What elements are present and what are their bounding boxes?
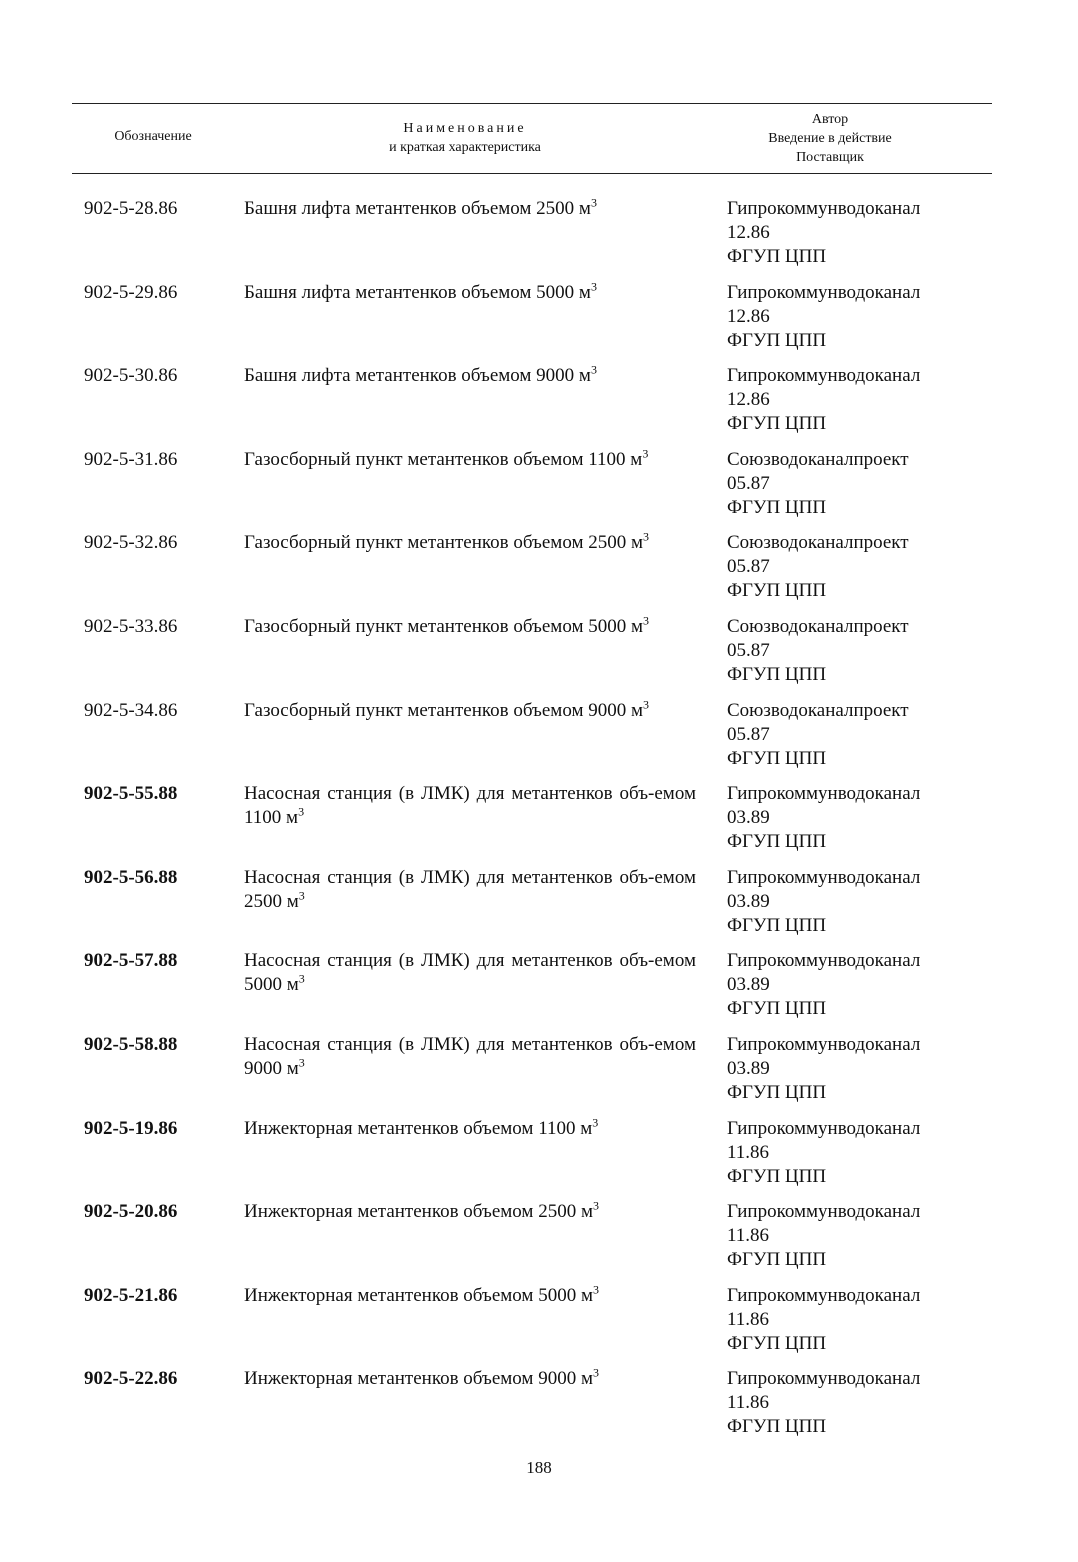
item-name-text: Насосная станция (в ЛМК) для метантенков объ-емом 1100 м bbox=[244, 783, 696, 828]
author-cell bbox=[727, 1284, 987, 1356]
unit-exponent: 3 bbox=[298, 888, 305, 903]
author-name: Гипрокоммунводоканал bbox=[727, 783, 921, 804]
author-cell bbox=[727, 1117, 987, 1189]
table-row bbox=[0, 1033, 1078, 1117]
column-header-author bbox=[730, 110, 930, 167]
table-row bbox=[0, 531, 1078, 615]
designation-code: 902-5-21.86 bbox=[84, 1285, 178, 1306]
introduction-date: 05.87 bbox=[727, 724, 770, 745]
item-name-text: Инжекторная метантенков объемом 2500 м bbox=[244, 1201, 593, 1222]
author-cell bbox=[727, 782, 987, 854]
item-name bbox=[244, 1284, 696, 1308]
author-name: Гипрокоммунводоканал bbox=[727, 867, 921, 888]
header-top-rule bbox=[72, 103, 992, 104]
item-name bbox=[244, 699, 696, 723]
item-name-text: Газосборный пункт метантенков объемом 1100 м bbox=[244, 449, 643, 470]
item-name-text: Насосная станция (в ЛМК) для метантенков объ-емом 5000 м bbox=[244, 950, 696, 995]
author-name: Гипрокоммунводоканал bbox=[727, 282, 921, 303]
introduction-date: 11.86 bbox=[727, 1392, 770, 1413]
item-name-text: Насосная станция (в ЛМК) для метантенков объ-емом 2500 м bbox=[244, 867, 696, 912]
supplier-name: ФГУП ЦПП bbox=[727, 413, 827, 434]
designation-code: 902-5-30.86 bbox=[84, 365, 178, 386]
table-row bbox=[0, 1284, 1078, 1368]
supplier-name: ФГУП ЦПП bbox=[727, 1082, 827, 1103]
author-cell bbox=[727, 949, 987, 1021]
unit-exponent: 3 bbox=[642, 446, 649, 461]
introduction-date: 11.86 bbox=[727, 1142, 770, 1163]
table-row bbox=[0, 448, 1078, 532]
item-name bbox=[244, 531, 696, 555]
author-name: Гипрокоммунводоканал bbox=[727, 1368, 921, 1389]
supplier-name: ФГУП ЦПП bbox=[727, 246, 827, 267]
unit-exponent: 3 bbox=[592, 1365, 599, 1380]
item-name-text: Инжекторная метантенков объемом 1100 м bbox=[244, 1118, 593, 1139]
author-name: Гипрокоммунводоканал bbox=[727, 950, 921, 971]
introduction-date: 12.86 bbox=[727, 389, 770, 410]
column-header-date-line: Введение в действие bbox=[768, 131, 892, 146]
designation-code: 902-5-34.86 bbox=[84, 700, 178, 721]
column-header-author-line: Автор bbox=[811, 112, 849, 127]
item-name-text: Газосборный пункт метантенков объемом 2500 м bbox=[244, 532, 644, 553]
introduction-date: 03.89 bbox=[727, 807, 770, 828]
introduction-date: 05.87 bbox=[727, 473, 770, 494]
item-name bbox=[244, 1200, 696, 1224]
table-row bbox=[0, 1200, 1078, 1284]
designation-code: 902-5-28.86 bbox=[84, 198, 178, 219]
author-name: Гипрокоммунводоканал bbox=[727, 198, 921, 219]
table-row bbox=[0, 699, 1078, 783]
author-name: Гипрокоммунводоканал bbox=[727, 1118, 921, 1139]
author-cell bbox=[727, 1033, 987, 1105]
author-name: Гипрокоммунводоканал bbox=[727, 1201, 921, 1222]
item-name bbox=[244, 281, 696, 305]
introduction-date: 03.89 bbox=[727, 974, 770, 995]
supplier-name: ФГУП ЦПП bbox=[727, 831, 827, 852]
table-row bbox=[0, 615, 1078, 699]
item-name-text: Башня лифта метантенков объемом 2500 м bbox=[244, 198, 591, 219]
unit-exponent: 3 bbox=[298, 804, 305, 819]
author-cell bbox=[727, 531, 987, 603]
designation-code: 902-5-19.86 bbox=[84, 1118, 178, 1139]
author-name: Союзводоканалпроект bbox=[727, 532, 909, 553]
author-name: Гипрокоммунводоканал bbox=[727, 365, 921, 386]
designation-code: 902-5-32.86 bbox=[84, 532, 178, 553]
item-name bbox=[244, 197, 696, 221]
author-cell bbox=[727, 448, 987, 520]
unit-exponent: 3 bbox=[298, 1055, 305, 1070]
designation-code: 902-5-29.86 bbox=[84, 282, 178, 303]
unit-exponent: 3 bbox=[643, 613, 650, 628]
author-name: Союзводоканалпроект bbox=[727, 616, 909, 637]
unit-exponent: 3 bbox=[590, 362, 597, 377]
column-header-supplier-line: Поставщик bbox=[796, 150, 864, 165]
author-cell bbox=[727, 197, 987, 269]
unit-exponent: 3 bbox=[590, 195, 597, 210]
author-name: Союзводоканалпроект bbox=[727, 700, 909, 721]
unit-exponent: 3 bbox=[643, 529, 650, 544]
table-row bbox=[0, 1117, 1078, 1201]
designation-code: 902-5-20.86 bbox=[84, 1201, 178, 1222]
item-name-text: Инжекторная метантенков объемом 9000 м bbox=[244, 1368, 593, 1389]
header-bottom-rule bbox=[72, 173, 992, 174]
designation-code: 902-5-58.88 bbox=[84, 1034, 178, 1055]
table-row bbox=[0, 364, 1078, 448]
item-name-text: Газосборный пункт метантенков объемом 5000 м bbox=[244, 616, 644, 637]
supplier-name: ФГУП ЦПП bbox=[727, 330, 827, 351]
table-row bbox=[0, 281, 1078, 365]
introduction-date: 11.86 bbox=[727, 1309, 770, 1330]
item-name bbox=[244, 866, 696, 914]
supplier-name: ФГУП ЦПП bbox=[727, 1249, 827, 1270]
author-cell bbox=[727, 1367, 987, 1439]
table-row bbox=[0, 1367, 1078, 1451]
item-name bbox=[244, 1033, 696, 1081]
unit-exponent: 3 bbox=[592, 1198, 599, 1213]
item-name bbox=[244, 364, 696, 388]
author-cell bbox=[727, 615, 987, 687]
column-header-name-title: Наименование bbox=[403, 121, 527, 136]
introduction-date: 03.89 bbox=[727, 891, 770, 912]
table-row bbox=[0, 866, 1078, 950]
item-name-text: Инжекторная метантенков объемом 5000 м bbox=[244, 1285, 593, 1306]
unit-exponent: 3 bbox=[592, 1115, 599, 1130]
item-name-text: Газосборный пункт метантенков объемом 9000 м bbox=[244, 700, 644, 721]
supplier-name: ФГУП ЦПП bbox=[727, 497, 827, 518]
item-name-text: Башня лифта метантенков объемом 9000 м bbox=[244, 365, 591, 386]
item-name bbox=[244, 949, 696, 997]
supplier-name: ФГУП ЦПП bbox=[727, 915, 827, 936]
introduction-date: 03.89 bbox=[727, 1058, 770, 1079]
author-cell bbox=[727, 699, 987, 771]
page-number: 188 bbox=[526, 1458, 552, 1477]
introduction-date: 12.86 bbox=[727, 306, 770, 327]
author-cell bbox=[727, 1200, 987, 1272]
item-name-text: Насосная станция (в ЛМК) для метантенков объ-емом 9000 м bbox=[244, 1034, 696, 1079]
supplier-name: ФГУП ЦПП bbox=[727, 998, 827, 1019]
table-row bbox=[0, 782, 1078, 866]
item-name bbox=[244, 615, 696, 639]
item-name bbox=[244, 1117, 696, 1141]
unit-exponent: 3 bbox=[592, 1282, 599, 1297]
author-cell bbox=[727, 866, 987, 938]
designation-code: 902-5-56.88 bbox=[84, 867, 178, 888]
author-name: Гипрокоммунводоканал bbox=[727, 1285, 921, 1306]
column-header-name bbox=[300, 119, 630, 157]
unit-exponent: 3 bbox=[643, 697, 650, 712]
author-cell bbox=[727, 281, 987, 353]
supplier-name: ФГУП ЦПП bbox=[727, 1333, 827, 1354]
unit-exponent: 3 bbox=[590, 279, 597, 294]
designation-code: 902-5-55.88 bbox=[84, 783, 178, 804]
table-row bbox=[0, 949, 1078, 1033]
column-header-name-subtitle: и краткая характеристика bbox=[389, 140, 541, 155]
author-cell bbox=[727, 364, 987, 436]
author-name: Союзводоканалпроект bbox=[727, 449, 909, 470]
column-header-code: Обозначение bbox=[114, 129, 192, 144]
unit-exponent: 3 bbox=[298, 971, 305, 986]
designation-code: 902-5-22.86 bbox=[84, 1368, 178, 1389]
author-name: Гипрокоммунводоканал bbox=[727, 1034, 921, 1055]
introduction-date: 05.87 bbox=[727, 640, 770, 661]
item-name-text: Башня лифта метантенков объемом 5000 м bbox=[244, 282, 591, 303]
supplier-name: ФГУП ЦПП bbox=[727, 664, 827, 685]
designation-code: 902-5-57.88 bbox=[84, 950, 178, 971]
item-name bbox=[244, 1367, 696, 1391]
introduction-date: 12.86 bbox=[727, 222, 770, 243]
introduction-date: 11.86 bbox=[727, 1225, 770, 1246]
designation-code: 902-5-31.86 bbox=[84, 449, 178, 470]
supplier-name: ФГУП ЦПП bbox=[727, 1166, 827, 1187]
supplier-name: ФГУП ЦПП bbox=[727, 580, 827, 601]
supplier-name: ФГУП ЦПП bbox=[727, 748, 827, 769]
table-row bbox=[0, 197, 1078, 281]
item-name bbox=[244, 782, 696, 830]
supplier-name: ФГУП ЦПП bbox=[727, 1416, 827, 1437]
introduction-date: 05.87 bbox=[727, 556, 770, 577]
designation-code: 902-5-33.86 bbox=[84, 616, 178, 637]
item-name bbox=[244, 448, 696, 472]
